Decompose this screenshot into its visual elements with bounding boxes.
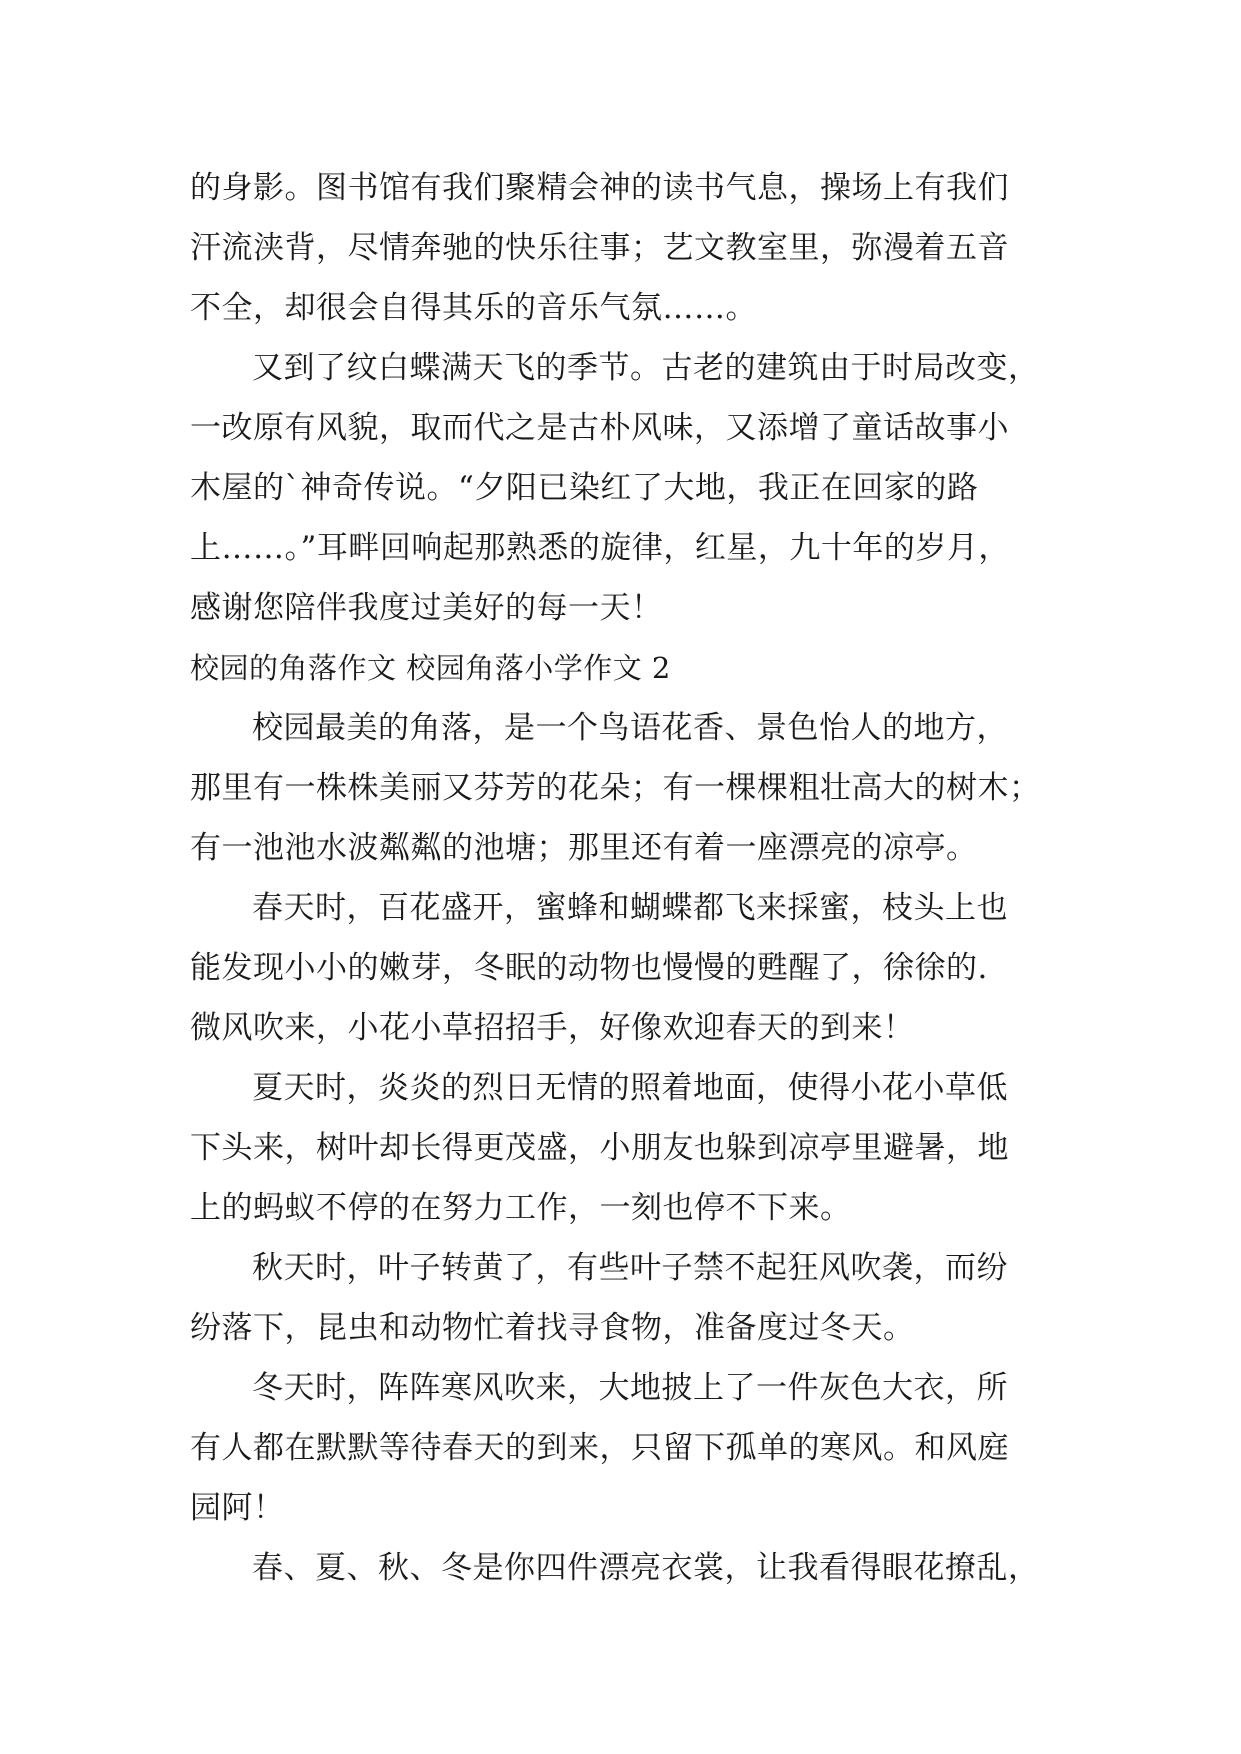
section-heading: 校园的角落作文 校园角落小学作文 2 [190, 651, 671, 685]
text-line: 感谢您陪伴我度过美好的每一天！ [190, 590, 663, 626]
text-line: 园阿！ [190, 1490, 285, 1526]
text-line: 木屋的`神奇传说。“夕阳已染红了大地，我正在回家的路 [190, 470, 979, 506]
text-line: 那里有一株株美丽又芬芳的花朵；有一棵棵粗壮高大的树木； [190, 770, 1041, 806]
text-line: 能发现小小的嫩芽，冬眠的动物也慢慢的甦醒了，徐徐的. [190, 950, 988, 986]
paragraph-start-line: 春天时，百花盛开，蜜蜂和蝴蝶都飞来採蜜，枝头上也 [252, 890, 1008, 926]
document-body [190, 158, 1070, 1598]
text-line: 有一池池水波粼粼的池塘；那里还有着一座漂亮的凉亭。 [190, 830, 978, 866]
text-line: 的身影。图书馆有我们聚精会神的读书气息，操场上有我们 [190, 170, 1009, 206]
text-line: 上的蚂蚁不停的在努力工作，一刻也停不下来。 [190, 1190, 852, 1226]
paragraph-start-line: 又到了纹白蝶满天飞的季节。古老的建筑由于时局改变， [252, 350, 1040, 386]
text-line: 不全，却很会自得其乐的音乐气氛……。 [190, 290, 757, 326]
paragraph-start-line: 夏天时，炎炎的烈日无情的照着地面，使得小花小草低 [252, 1070, 1008, 1106]
text-line: 纷落下，昆虫和动物忙着找寻食物，准备度过冬天。 [190, 1310, 915, 1346]
paragraph-start-line: 秋天时，叶子转黄了，有些叶子禁不起狂风吹袭，而纷 [252, 1250, 1008, 1286]
text-line: 汗流浃背，尽情奔驰的快乐往事；艺文教室里，弥漫着五音 [190, 230, 1009, 266]
paragraph-start-line: 冬天时，阵阵寒风吹来，大地披上了一件灰色大衣，所 [252, 1370, 1008, 1406]
text-line: 上……。”耳畔回响起那熟悉的旋律，红星，九十年的岁月， [190, 530, 1010, 566]
text-line: 微风吹来，小花小草招招手，好像欢迎春天的到来！ [190, 1010, 915, 1046]
text-line: 有人都在默默等待春天的到来，只留下孤单的寒风。和风庭 [190, 1430, 1009, 1466]
text-line: 一改原有风貌，取而代之是古朴风味，又添增了童话故事小 [190, 410, 1009, 446]
paragraph-start-line: 校园最美的角落，是一个鸟语花香、景色怡人的地方， [252, 710, 1008, 746]
text-line: 下头来，树叶却长得更茂盛，小朋友也躲到凉亭里避暑，地 [190, 1130, 1009, 1166]
paragraph-start-line: 春、夏、秋、冬是你四件漂亮衣裳，让我看得眼花撩乱， [252, 1550, 1040, 1586]
